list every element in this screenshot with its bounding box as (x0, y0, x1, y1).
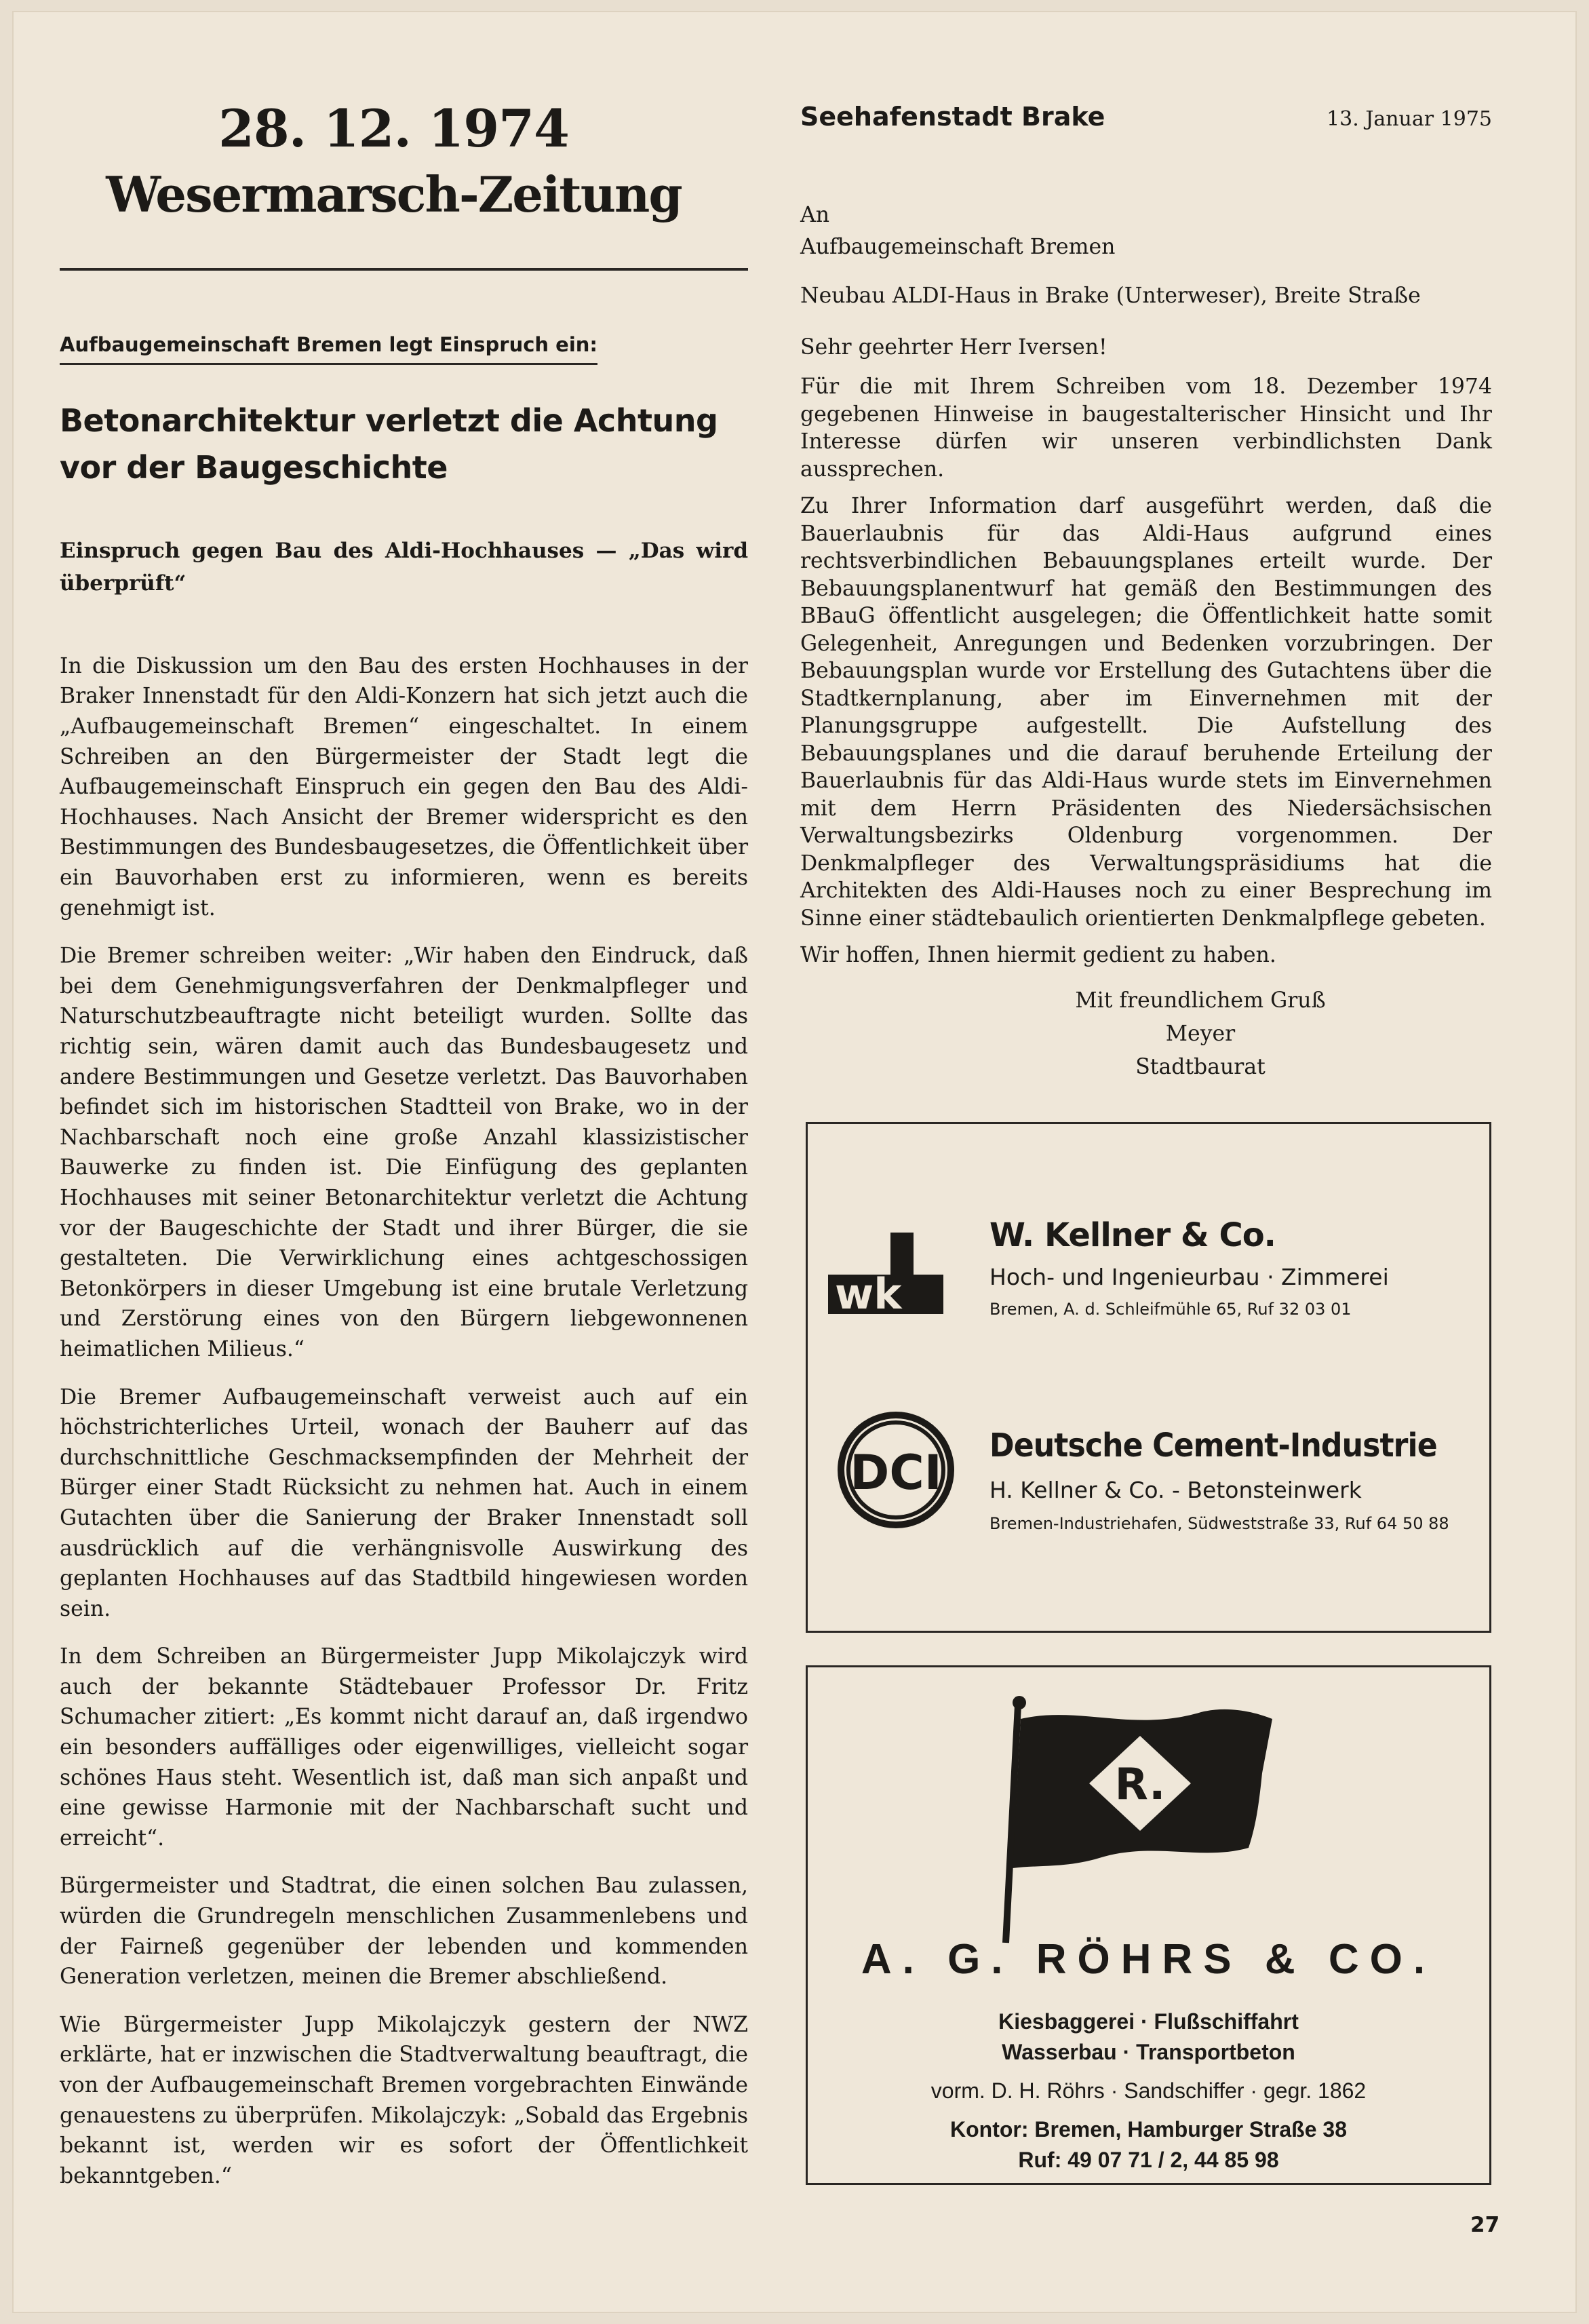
firm-name: A. G. RÖHRS & CO. (861, 1936, 1436, 1983)
signature-title: Stadtbaurat (1135, 1054, 1266, 1079)
headline-line-2: vor der Baugeschichte (60, 448, 448, 486)
firm-services: Kiesbaggerei · Flußschiffahrt (998, 2009, 1299, 2034)
article-subhead: Einspruch gegen Bau des Aldi-Hochhauses — „Das wird überprüft“ (60, 538, 748, 596)
letter-paragraph: Wir hoffen, Ihnen hiermit gedient zu haben. (800, 943, 1276, 967)
newspaper-name: Wesermarsch-Zeitung (106, 165, 682, 223)
article-paragraph: Die Bremer Aufbaugemeinschaft verweist auch auf ein höchstrichterliches Urteil, wonach der Bauherr auf das durchschnittliche Geschmacksempfinden der Mehrheit der Bürger einer Stadt Rücksicht zu nehmen hat. Auch in einem Gutachten über die Sanierung der Braker Innenstadt soll ausdrücklich auf die verhängnisvolle Auswirkung des geplanten Hochhauses auf das Stadtbild hingewiesen worden sein. (60, 1384, 748, 1621)
firm-name: Deutsche Cement-Industrie (989, 1427, 1437, 1465)
flag-icon (998, 1692, 1282, 1952)
roehrs-name-row (808, 1935, 1489, 1983)
letter-date: 13. Januar 1975 (1327, 107, 1492, 131)
roehrs-details (808, 2007, 1489, 2175)
signature-name: Meyer (1165, 1021, 1236, 1046)
article-headline (60, 398, 748, 491)
article-paragraph: In die Diskussion um den Bau des ersten Hochhauses in der Braker Innenstadt für den Aldi-Konzern hat sich jetzt auch die „Aufbaugemeinschaft Bremen“ eingeschaltet. In einem Schreiben an den Bürgermeister der Stadt legt die Aufbaugemeinschaft Einspruch ein gegen den Bau des Aldi-Hochhauses. Nach Ansicht der Bremer widerspricht es den Bestimmungen des Bundesbaugesetzes, die Öffentlichkeit über ein Bauvorhaben erst zu informieren, wenn es bereits genehmigt ist. (60, 653, 748, 921)
letter-body (800, 373, 1492, 969)
letter-closing (909, 984, 1492, 1084)
dci-logo-text: DCI (850, 1445, 942, 1500)
firm-services: Wasserbau · Transportbeton (1002, 2040, 1295, 2064)
letter-place: Seehafenstadt Brake (800, 102, 1105, 132)
firm-trade: H. Kellner & Co. - Betonsteinwerk (989, 1477, 1362, 1503)
closing-greeting: Mit freundlichem Gruß (1075, 988, 1326, 1013)
letter-subject: Neubau ALDI-Haus in Brake (Unterweser), Breite Straße (800, 284, 1421, 308)
addressee-line: An (800, 203, 830, 227)
advertisement-kellner (806, 1122, 1491, 1633)
firm-trade: Hoch- und Ingenieurbau · Zimmerei (989, 1264, 1389, 1290)
divider (60, 268, 748, 271)
article-paragraph: Bürgermeister und Stadtrat, die einen solchen Bau zulassen, würden die Grundregeln menschlichen Zusammenlebens und der Fairneß gegenüber der lebenden und kommenden Generation verletzen, meinen die Bremer abschließend. (60, 1874, 748, 1990)
wk-logo-icon (828, 1233, 943, 1317)
kellner-firm (989, 1216, 1389, 1319)
wk-logo-text: wk (835, 1269, 902, 1314)
article-date: 28. 12. 1974 (218, 98, 569, 159)
letter-header (800, 102, 1492, 132)
headline-line-1: Betonarchitektur verletzt die Achtung (60, 402, 718, 439)
letter (800, 102, 1492, 1084)
article-body (60, 651, 748, 2192)
dci-logo-icon (835, 1409, 957, 1534)
addressee-line: Aufbaugemeinschaft Bremen (800, 235, 1116, 259)
article-paragraph: Die Bremer schreiben weiter: „Wir haben den Eindruck, daß bei dem Genehmigungsverfahren der Denkmalpfleger und Naturschutzbeauftragte nicht beteiligt wurden. Sollte das richtig sein, wären damit auch das Bundesbaugesetz und andere Bestimmungen und Gesetze verletzt. Das Bauvorhaben befindet sich im historischen Stadtteil von Brake, wo in der Nachbarschaft noch eine große Anzahl klassizistischer Bauwerke zu finden ist. Die Einfügung des geplanten Hochhauses mit seiner Betonarchitektur verletzt die Achtung vor der Baugeschichte der Stadt und ihrer Bürger, die sie gestalteten. Die Verwirklichung eines achtgeschossigen Betonkörpers in dieser Umgebung ist eine brutale Verletzung und Zerstörung eines von den Bürgern liebgewonnenen heimatlichen Milieus.“ (60, 944, 748, 1361)
page-number: 27 (1470, 2213, 1500, 2237)
firm-history: vorm. D. H. Röhrs · Sandschiffer · gegr. 1862 (930, 2078, 1367, 2103)
newspaper-article (60, 98, 748, 2209)
dci-firm (989, 1427, 1476, 1533)
letter-addressee (800, 199, 1492, 263)
article-kicker: Aufbaugemeinschaft Bremen legt Einspruch ein: (60, 333, 597, 365)
letter-paragraph: Zu Ihrer Information darf ausgeführt werden, daß die Bauerlaubnis für das Aldi-Haus aufgrund eines rechtsverbindlichen Bebauungsplanes erteilt wurde. Der Bebauungsplanentwurf hat gemäß den Bestimmungen des BBauG öffentlicht ausgelegen; die Öffentlichkeit hatte somit Gelegenheit, Anregungen und Bedenken vorzubringen. Der Bebauungsplan wurde vor Erstellung des Gutachtens über die Stadtkernplanung, aber im Einvernehmen mit der Planungsgruppe aufgestellt. Die Aufstellung des Bebauungsplanes und die darauf beruhende Erteilung der Bauerlaubnis für das Aldi-Haus wurde stets im Einvernehmen mit dem Herrn Präsidenten des Niedersächsischen Verwaltungsbezirks Oldenburg vorgenommen. Der Denkmalpfleger des Verwaltungspräsidiums hat die Architekten des Aldi-Hauses noch zu einer Besprechung im Sinne einer städtebaulich orientierten Denkmalpflege gebeten. (800, 494, 1492, 931)
firm-name: W. Kellner & Co. (989, 1216, 1276, 1254)
article-paragraph: Wie Bürgermeister Jupp Mikolajczyk gestern der NWZ erklärte, hat er inzwischen die Stadtverwaltung beauftragt, die von der Aufbaugemeinschaft Bremen vorgebrachten Einwände genauestens zu überprüfen. Mikolajczyk: „Sobald das Ergebnis bekannt ist, werden wir es sofort der Öffentlichkeit bekanntgeben.“ (60, 2012, 748, 2188)
firm-address: Kontor: Bremen, Hamburger Straße 38 (949, 2117, 1347, 2142)
advertisement-roehrs (806, 1665, 1491, 2185)
article-paragraph: In dem Schreiben an Bürgermeister Jupp Mikolajczyk wird auch der bekannte Städtebauer Professor Dr. Fritz Schumacher zitiert: „Es kommt nicht darauf an, daß irgendwo ein besonders auffälliges oder eigenwilliges, vielleicht sogar schönes Haus steht. Wesentlich ist, daß man sich anpaßt und eine gewisse Harmonie mit der Nachbarschaft sucht und erreicht“. (60, 1644, 748, 1851)
letter-salutation: Sehr geehrter Herr Iversen! (800, 335, 1107, 360)
firm-address: Bremen, A. d. Schleifmühle 65, Ruf 32 03 01 (989, 1300, 1352, 1319)
letter-paragraph: Für die mit Ihrem Schreiben vom 18. Dezember 1974 gegebenen Hinweise in baugestalterischer Hinsicht und Ihr Interesse dürfen wir unseren verbindlichsten Dank aussprechen. (800, 374, 1492, 482)
firm-address: Bremen-Industriehafen, Südweststraße 33, Ruf 64 50 88 (989, 1514, 1449, 1533)
flag-letter: R. (1114, 1760, 1166, 1810)
firm-phone: Ruf: 49 07 71 / 2, 44 85 98 (1018, 2148, 1279, 2172)
